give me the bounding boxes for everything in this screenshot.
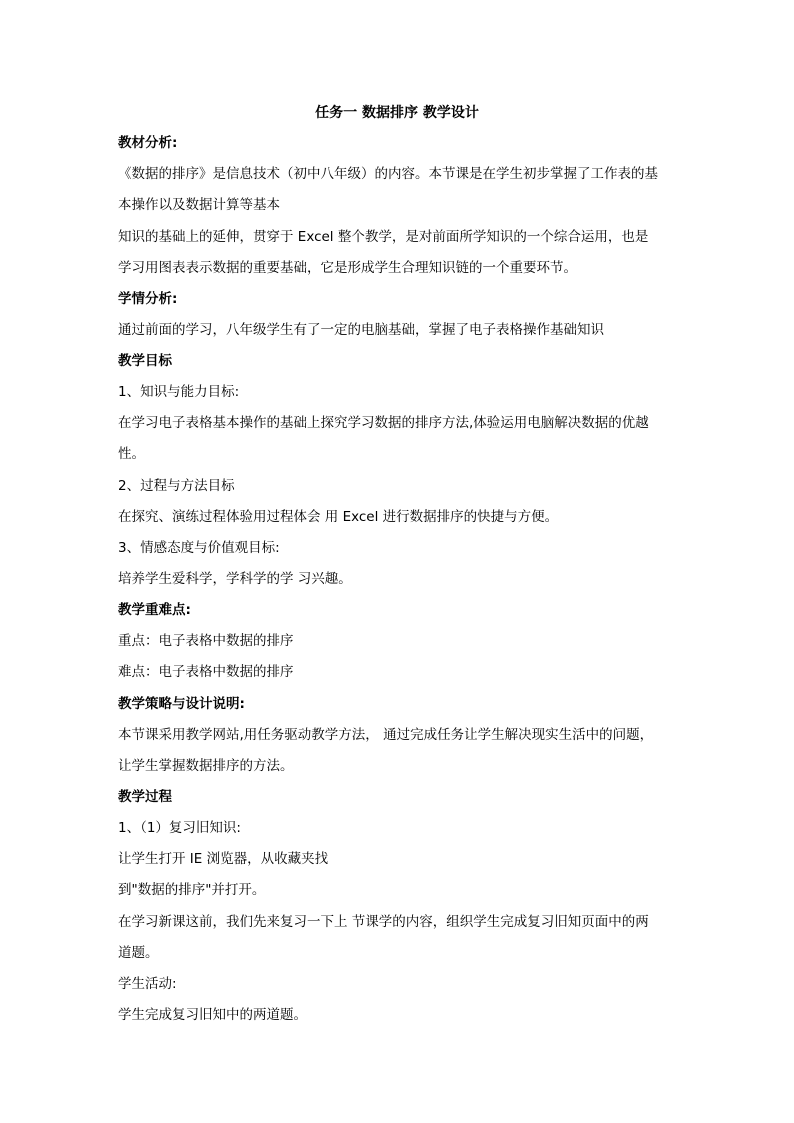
paragraph-line: 性。 [118,446,145,462]
goal-item-title: 2、过程与方法目标 [118,478,235,494]
paragraph-line: 学生完成复习旧知中的两道题。 [118,1007,307,1023]
paragraph-line: 到"数据的排序"并打开。 [118,882,266,898]
paragraph-line: 1、（1）复习旧知识: [118,820,241,836]
paragraph-line: 让学生打开 IE 浏览器，从收藏夹找 [118,851,329,867]
section-heading-strategy: 教学策略与设计说明: [118,696,245,712]
paragraph-line: 道题。 [118,945,159,961]
paragraph-line: 培养学生爱科学，学科学的学 习兴趣。 [118,571,352,587]
paragraph-line: 在学习电子表格基本操作的基础上探究学习数据的排序方法,体验运用电脑解决数据的优越 [118,415,649,431]
paragraph-line: 让学生掌握数据排序的方法。 [118,758,294,774]
section-heading-key-points: 教学重难点: [118,602,191,618]
paragraph-line: 本操作以及数据计算等基本 [118,197,280,213]
document-title: 任务一 数据排序 教学设计 [315,105,479,121]
paragraph-line: 在探究、演练过程体验用过程体会 用 Excel 进行数据排序的快捷与方便。 [118,509,559,525]
section-heading-process: 教学过程 [118,789,172,805]
paragraph-line: 《数据的排序》是信息技术（初中八年级）的内容。本节课是在学生初步掌握了工作表的基 [118,166,658,182]
paragraph-line: 重点：电子表格中数据的排序 [118,633,294,649]
paragraph-line: 通过前面的学习，八年级学生有了一定的电脑基础，掌握了电子表格操作基础知识 [118,322,604,338]
paragraph-line: 学习用图表表示数据的重要基础，它是形成学生合理知识链的一个重要环节。 [118,260,577,276]
section-heading-students: 学情分析: [118,291,178,307]
paragraph-line: 在学习新课这前，我们先来复习一下上 节课学的内容，组织学生完成复习旧知页面中的两 [118,914,649,930]
goal-item-title: 3、情感态度与价值观目标: [118,540,280,556]
section-heading-materials: 教材分析: [118,135,178,151]
paragraph-line: 学生活动: [118,976,177,992]
paragraph-line: 难点：电子表格中数据的排序 [118,664,294,680]
paragraph-line: 本节课采用教学网站,用任务驱动教学方法， 通过完成任务让学生解决现实生活中的问题， [118,727,654,743]
goal-item-title: 1、知识与能力目标: [118,384,240,400]
section-heading-goals: 教学目标 [118,353,172,369]
paragraph-line: 知识的基础上的延伸，贯穿于 Excel 整个教学，是对前面所学知识的一个综合运用，也是 [118,229,649,245]
